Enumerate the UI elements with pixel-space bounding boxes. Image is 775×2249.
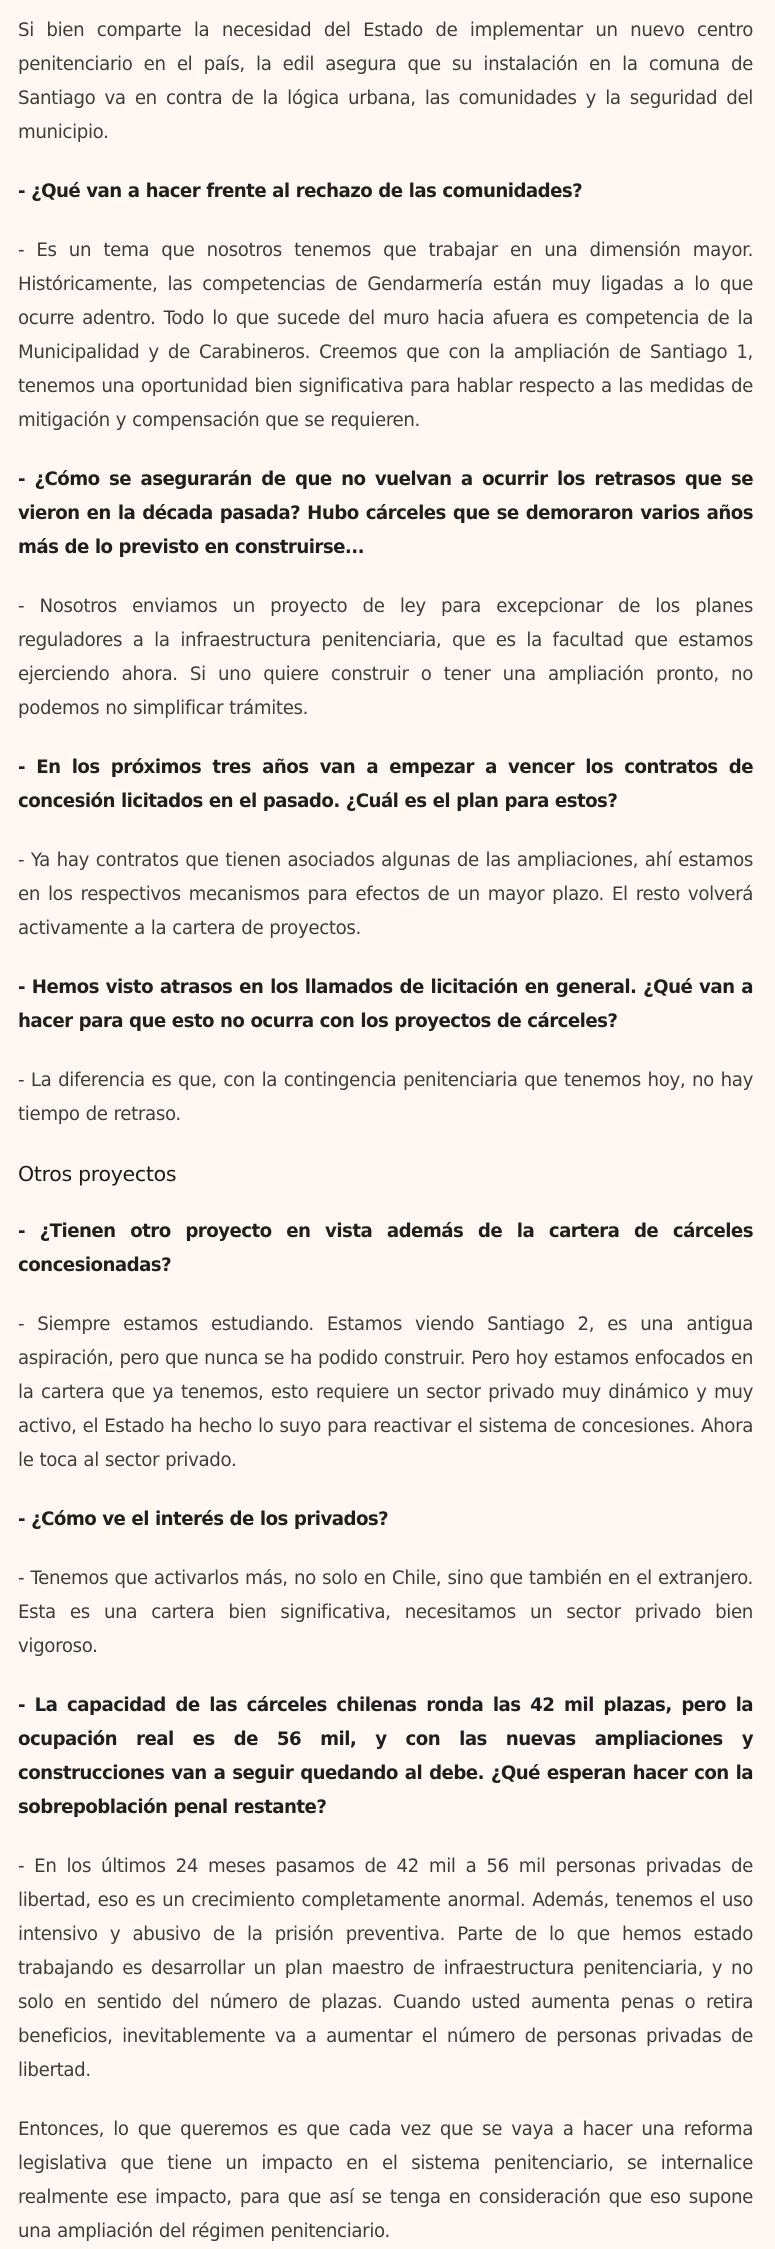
interview-question: - Hemos visto atrasos en los llamados de licitación en general. ¿Qué van a hacer para que esto no ocurra con los proyectos de cárceles? — [18, 977, 753, 1032]
interview-answer: - Siempre estamos estudiando. Estamos viendo Santiago 2, es una antigua aspiración, pero que nunca se ha podido construir. Pero hoy estamos enfocados en la cartera que ya tenemos, esto requiere un sector privado muy dinámico y muy activo, el Estado ha hecho lo suyo para reactivar el sistema de concesiones. Ahora le toca al sector privado. — [18, 1314, 753, 1471]
interview-question: - En los próximos tres años van a empezar a vencer los contratos de concesión licitados en el pasado. ¿Cuál es el plan para estos? — [18, 757, 753, 812]
interview-answer: - La diferencia es que, con la contingencia penitenciaria que tenemos hoy, no hay tiempo de retraso. — [18, 1070, 753, 1125]
interview-answer: - En los últimos 24 meses pasamos de 42 mil a 56 mil personas privadas de libertad, eso es un crecimiento completamente anormal. Además, tenemos el uso intensivo y abusivo de la prisión preventiva. Parte de lo que hemos estado trabajando es desarrollar un plan maestro de infraestructura penitenciaria, y no solo en sentido del número de plazas. Cuando usted aumenta penas o retira beneficios, inevitablemente va a aumentar el número de personas privadas de libertad. — [18, 1856, 753, 2081]
interview-question: - ¿Cómo ve el interés de los privados? — [18, 1509, 389, 1530]
interview-question: - La capacidad de las cárceles chilenas ronda las 42 mil plazas, pero la ocupación real es de 56 mil, y con las nuevas ampliaciones y construcciones van a seguir quedando al debe. ¿Qué esperan hacer con la sobrepoblación penal restante? — [18, 1695, 753, 1818]
interview-answer: - Es un tema que nosotros tenemos que trabajar en una dimensión mayor. Históricamente, las competencias de Gendarmería están muy ligadas a lo que ocurre adentro. Todo lo que sucede del muro hacia afuera es competencia de la Municipalidad y de Carabineros. Creemos que con la ampliación de Santiago 1, tenemos una oportunidad bien significativa para hablar respecto a las medidas de mitigación y compensación que se requieren. — [18, 240, 753, 431]
interview-question: - ¿Qué van a hacer frente al rechazo de las comunidades? — [18, 181, 583, 202]
closing-paragraph: Entonces, lo que queremos es que cada vez que se vaya a hacer una reforma legislativa que tiene un impacto en el sistema penitenciario, se internalice realmente ese impacto, para que así se tenga en consideración que eso supone una ampliación del régimen penitenciario. — [18, 2119, 753, 2242]
interview-answer: - Tenemos que activarlos más, no solo en Chile, sino que también en el extranjero. Esta es una cartera bien significativa, necesitamos un sector privado bien vigoroso. — [18, 1568, 753, 1657]
intro-paragraph: Si bien comparte la necesidad del Estado de implementar un nuevo centro penitenciario en el país, la edil asegura que su instalación en la comuna de Santiago va en contra de la lógica urbana, las comunidades y la seguridad del municipio. — [18, 20, 753, 143]
interview-answer: - Ya hay contratos que tienen asociados algunas de las ampliaciones, ahí estamos en los respectivos mecanismos para efectos de un mayor plazo. El resto volverá activamente a la cartera de proyectos. — [18, 850, 753, 939]
interview-answer: - Nosotros enviamos un proyecto de ley para excepcionar de los planes reguladores a la infraestructura penitenciaria, que es la facultad que estamos ejerciendo ahora. Si uno quiere construir o tener una ampliación pronto, no podemos no simplificar trámites. — [18, 596, 753, 719]
interview-question: - ¿Tienen otro proyecto en vista además de la cartera de cárceles concesionadas? — [18, 1221, 753, 1276]
section-heading: Otros proyectos — [18, 1162, 177, 1186]
interview-question: - ¿Cómo se asegurarán de que no vuelvan a ocurrir los retrasos que se vieron en la década pasada? Hubo cárceles que se demoraron varios años más de lo previsto en construirse... — [18, 469, 753, 558]
